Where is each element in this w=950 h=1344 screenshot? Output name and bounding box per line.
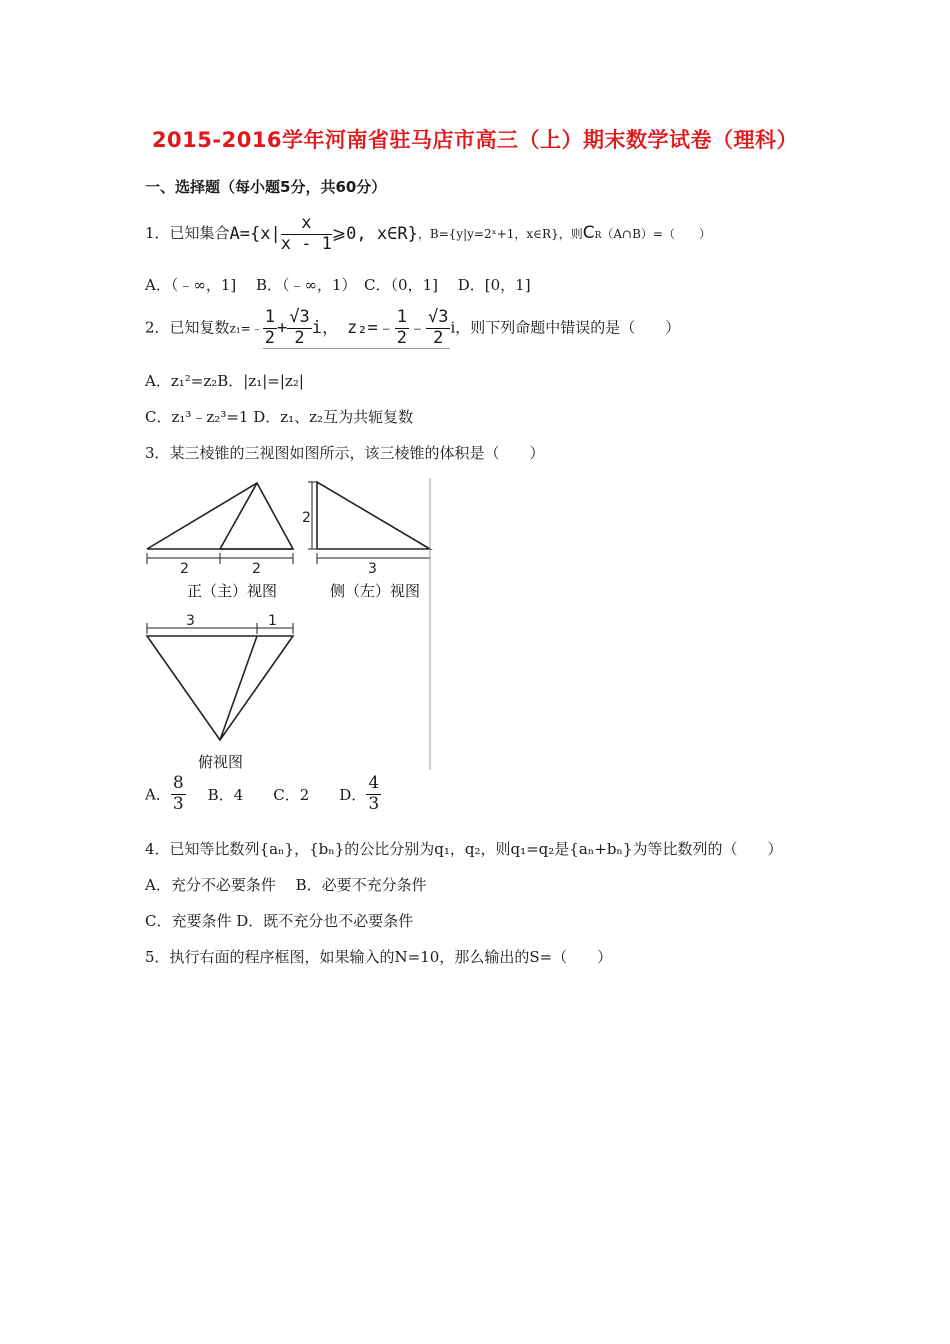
q3-opt-d-num: 4 bbox=[368, 773, 380, 793]
q2-tail: i，则下列命题中错误的是（ ） bbox=[450, 318, 681, 337]
page-title: 2015-2016学年河南省驻马店市高三（上）期末数学试卷（理科） bbox=[151, 128, 799, 152]
q2-z1-expr bbox=[263, 308, 451, 349]
q1-set-a-prefix: A={x| bbox=[229, 224, 281, 245]
q1-options: A．（﹣∞，1] B．（﹣∞，1） C．（0，1] D．[0，1] bbox=[145, 276, 531, 294]
three-view-figure bbox=[140, 478, 440, 778]
top-dim-left: 3 bbox=[186, 613, 195, 629]
q2-i1: i， bbox=[311, 318, 339, 339]
side-dim-height: 2 bbox=[302, 510, 311, 526]
q3-opt-d-frac bbox=[366, 774, 381, 814]
top-view-shape bbox=[147, 623, 293, 740]
q2-z1-frac1-den: 2 bbox=[264, 327, 275, 348]
q3-opt-b: B．4 bbox=[207, 785, 244, 804]
q1-set-b: ，B={y|y=2ˣ+1，x∈R}，则 bbox=[417, 227, 583, 242]
q2-options-cd: C．z₁³﹣z₂³=1 D．z₁、z₂互为共轭复数 bbox=[145, 408, 414, 426]
q2-z2-frac1-num: 1 bbox=[396, 307, 407, 327]
q3-opt-d-label: D． bbox=[339, 785, 367, 804]
q2-z2-frac1-den: 2 bbox=[396, 327, 407, 348]
q1-frac-num: x bbox=[281, 214, 332, 235]
q3-opt-c: C．2 bbox=[273, 785, 310, 804]
q3-options bbox=[145, 774, 381, 814]
top-dim-right: 1 bbox=[268, 613, 277, 629]
q1-set-a bbox=[230, 214, 418, 254]
side-view-label: 侧（左）视图 bbox=[330, 582, 421, 600]
q1-complement-sub: R bbox=[594, 231, 602, 242]
q2-z2-frac2-num: √3 bbox=[427, 307, 449, 327]
q2-z2-label: z₂=﹣ bbox=[346, 318, 395, 339]
side-view-shape bbox=[308, 482, 430, 564]
question-2 bbox=[145, 308, 680, 349]
q1-complement-symbol: C bbox=[582, 223, 595, 244]
q2-minus: ﹣ bbox=[408, 318, 426, 339]
q2-z1-frac2 bbox=[287, 308, 311, 348]
front-dim-left: 2 bbox=[180, 561, 189, 577]
front-view-shape bbox=[147, 483, 293, 564]
q3-opt-a-den: 3 bbox=[172, 793, 184, 814]
q2-z2-frac2 bbox=[426, 308, 450, 348]
q3-opt-a-frac bbox=[171, 774, 186, 814]
front-dim-right: 2 bbox=[252, 561, 261, 577]
q1-fraction bbox=[281, 214, 332, 254]
q3-opt-a-num: 8 bbox=[172, 773, 184, 793]
q2-z2-frac2-den: 2 bbox=[433, 327, 444, 348]
q1-prefix: 1．已知集合 bbox=[145, 224, 230, 243]
q2-z1-frac2-num: √3 bbox=[289, 307, 310, 327]
q2-z1-frac1-num: 1 bbox=[264, 307, 275, 327]
q2-plus: + bbox=[277, 318, 288, 339]
q2-prefix: 2．已知复数 bbox=[145, 318, 230, 337]
section-heading: 一、选择题（每小题5分，共60分） bbox=[145, 178, 387, 196]
q1-set-a-suffix: ⩾0, x∈R} bbox=[331, 224, 418, 245]
question-1 bbox=[145, 214, 711, 254]
q2-z1-frac2-den: 2 bbox=[294, 327, 305, 348]
q2-z1-frac1 bbox=[263, 308, 277, 348]
q4-options-ab: A．充分不必要条件 B．必要不充分条件 bbox=[145, 876, 427, 894]
top-view-label: 俯视图 bbox=[198, 753, 244, 771]
q3-opt-d-den: 3 bbox=[368, 793, 380, 814]
side-dim-width: 3 bbox=[368, 561, 377, 577]
q2-z1-label: z₁=﹣ bbox=[229, 321, 263, 336]
q4-options-cd: C．充要条件 D．既不充分也不必要条件 bbox=[145, 912, 414, 930]
question-5-stem: 5．执行右面的程序框图，如果输入的N=10，那么输出的S=（ ） bbox=[145, 948, 613, 966]
q1-frac-den: x - 1 bbox=[280, 233, 332, 254]
question-4-stem: 4．已知等比数列{aₙ}，{bₙ}的公比分别为q₁，q₂，则q₁=q₂是{aₙ+bₙ}为等比数列的（ ） bbox=[145, 840, 783, 858]
q1-tail: （A∩B）=（ ） bbox=[601, 227, 711, 242]
q3-opt-a-label: A． bbox=[145, 785, 171, 804]
question-3-stem: 3．某三棱锥的三视图如图所示，该三棱锥的体积是（ ） bbox=[145, 444, 545, 462]
q2-z2-frac1 bbox=[395, 308, 409, 348]
q2-options-ab: A．z₁²=z₂B．|z₁|=|z₂| bbox=[145, 372, 304, 390]
front-view-label: 正（主）视图 bbox=[187, 582, 278, 600]
